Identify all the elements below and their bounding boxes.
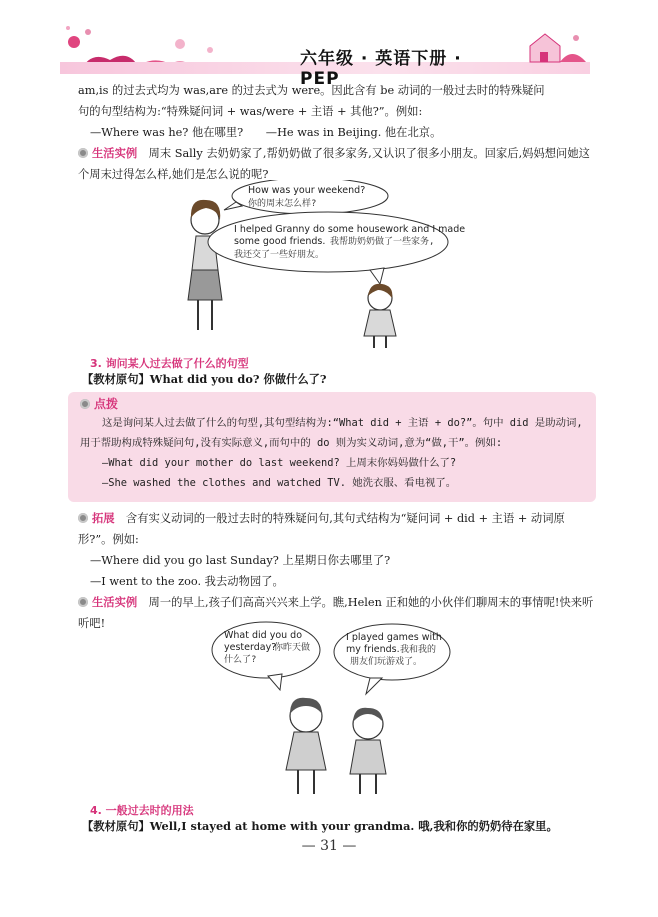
bubble-right-cn-2: 朋友们玩游戏了。 (350, 657, 423, 667)
illustration-mom-and-girl (170, 180, 500, 350)
bubble-girl-en-2: some good friends. (234, 236, 326, 247)
bullet-icon (78, 597, 88, 607)
bubble-left-cn-1: 你昨天做 (274, 643, 311, 653)
intro-line-1: am,is 的过去式均为 was,are 的过去式为 were。因此含有 be 动词的一般过去时的特殊疑问 (78, 84, 545, 97)
illustration-two-girls (210, 620, 460, 800)
bubble-girl-cn-1: 我帮助奶奶做了一些家务, (330, 237, 435, 247)
bubble-right-cn-1: 我和我的 (400, 645, 437, 655)
tip-example-1: —What did your mother do last weekend? 上周末你妈妈做什么了? (102, 457, 457, 469)
girl-right-figure-icon (350, 708, 386, 794)
extension-example-1: —Where did you go last Sunday? 上星期日你去哪里了? (90, 554, 391, 567)
life-example-2-text: 周一的早上,孩子们高高兴兴来上学。瞧,Helen 正和她的小伙伴们聊周末的事情呢!快来听听吧! (78, 596, 594, 630)
girl-figure-icon (364, 284, 396, 348)
speech-bubble-right (334, 624, 450, 694)
bubble-right-en-2: my friends. (346, 644, 400, 655)
section-4-original-label: 【教材原句】 (82, 819, 150, 833)
life-example-2-tag: 生活实例 (92, 596, 138, 609)
life-example-1-tag: 生活实例 (92, 147, 138, 160)
tip-example-2: —She washed the clothes and watched TV. 她洗衣服、看电视了。 (102, 477, 457, 489)
section-4-original-text: Well,I stayed at home with your grandma. 哦,我和你的奶奶待在家里。 (149, 819, 558, 833)
extension-tag: 拓展 (92, 512, 115, 525)
section-4-original (82, 816, 598, 837)
bubble-left-en-2: yesterday? (224, 642, 277, 653)
extension-example-2: —I went to the zoo. 我去动物园了。 (90, 575, 284, 588)
extension (78, 508, 598, 550)
section-3-original (82, 369, 598, 390)
bubble-left-en-1: What did you do (224, 630, 303, 641)
bubble-right-en-1: I played games with (346, 632, 442, 643)
life-example-1 (78, 143, 598, 185)
section-3-title: 3. 询问某人过去做了什么的句型 (90, 357, 249, 370)
section-4-title: 4. 一般过去时的用法 (90, 804, 194, 817)
life-example-1-text: 周末 Sally 去奶奶家了,帮奶奶做了很多家务,又认识了很多小朋友。回家后,妈妈想问她这个周末过得怎么样,她们是怎么说的呢? (78, 147, 590, 181)
tip-text-block (80, 413, 590, 493)
section-3-original-text: What did you do? 你做什么了? (149, 372, 327, 386)
bullet-icon (78, 148, 88, 158)
bubble-girl-cn-2: 我还交了一些好朋友。 (234, 250, 325, 260)
house-icon (520, 28, 590, 72)
extension-text: 含有实义动词的一般过去时的特殊疑问句,其句式结构为“疑问词 + did + 主语 + 动词原形?”。例如: (78, 512, 565, 546)
bubble-mom-en: How was your weekend? (248, 185, 366, 196)
tip-tag: 点拨 (80, 395, 118, 412)
speech-bubble-mom (224, 180, 388, 214)
bullet-icon (80, 399, 90, 409)
speech-bubble-girl (208, 212, 465, 284)
page-number: — 31 — (301, 838, 357, 854)
girl-left-figure-icon (286, 698, 326, 794)
bubble-left-cn-2: 什么了? (224, 655, 257, 665)
header-title: 六年级 · 英语下册 · PEP (300, 49, 462, 89)
bullet-icon (78, 513, 88, 523)
tip-text: 这是询问某人过去做了什么的句型,其句型结构为:“What did + 主语 + do?”。句中 did 是助动词,用于帮助构成特殊疑问句,没有实际意义,而句中的 do 则为实义动词,意为“做,干”。例如: (80, 417, 583, 449)
intro-line-2: 句的句型结构为:“特殊疑问词 + was/were + 主语 + 其他?”。例如: (78, 105, 423, 118)
bubble-mom-cn: 你的周末怎么样? (248, 199, 317, 209)
bubble-girl-en-1: I helped Granny do some housework and I made (234, 224, 466, 235)
section-3-original-label: 【教材原句】 (82, 372, 150, 386)
page-header (0, 0, 658, 89)
speech-bubble-left (212, 622, 320, 690)
intro-example: —Where was he? 他在哪里? —He was in Beijing. 他在北京。 (90, 126, 442, 139)
mom-figure-icon (188, 200, 222, 330)
